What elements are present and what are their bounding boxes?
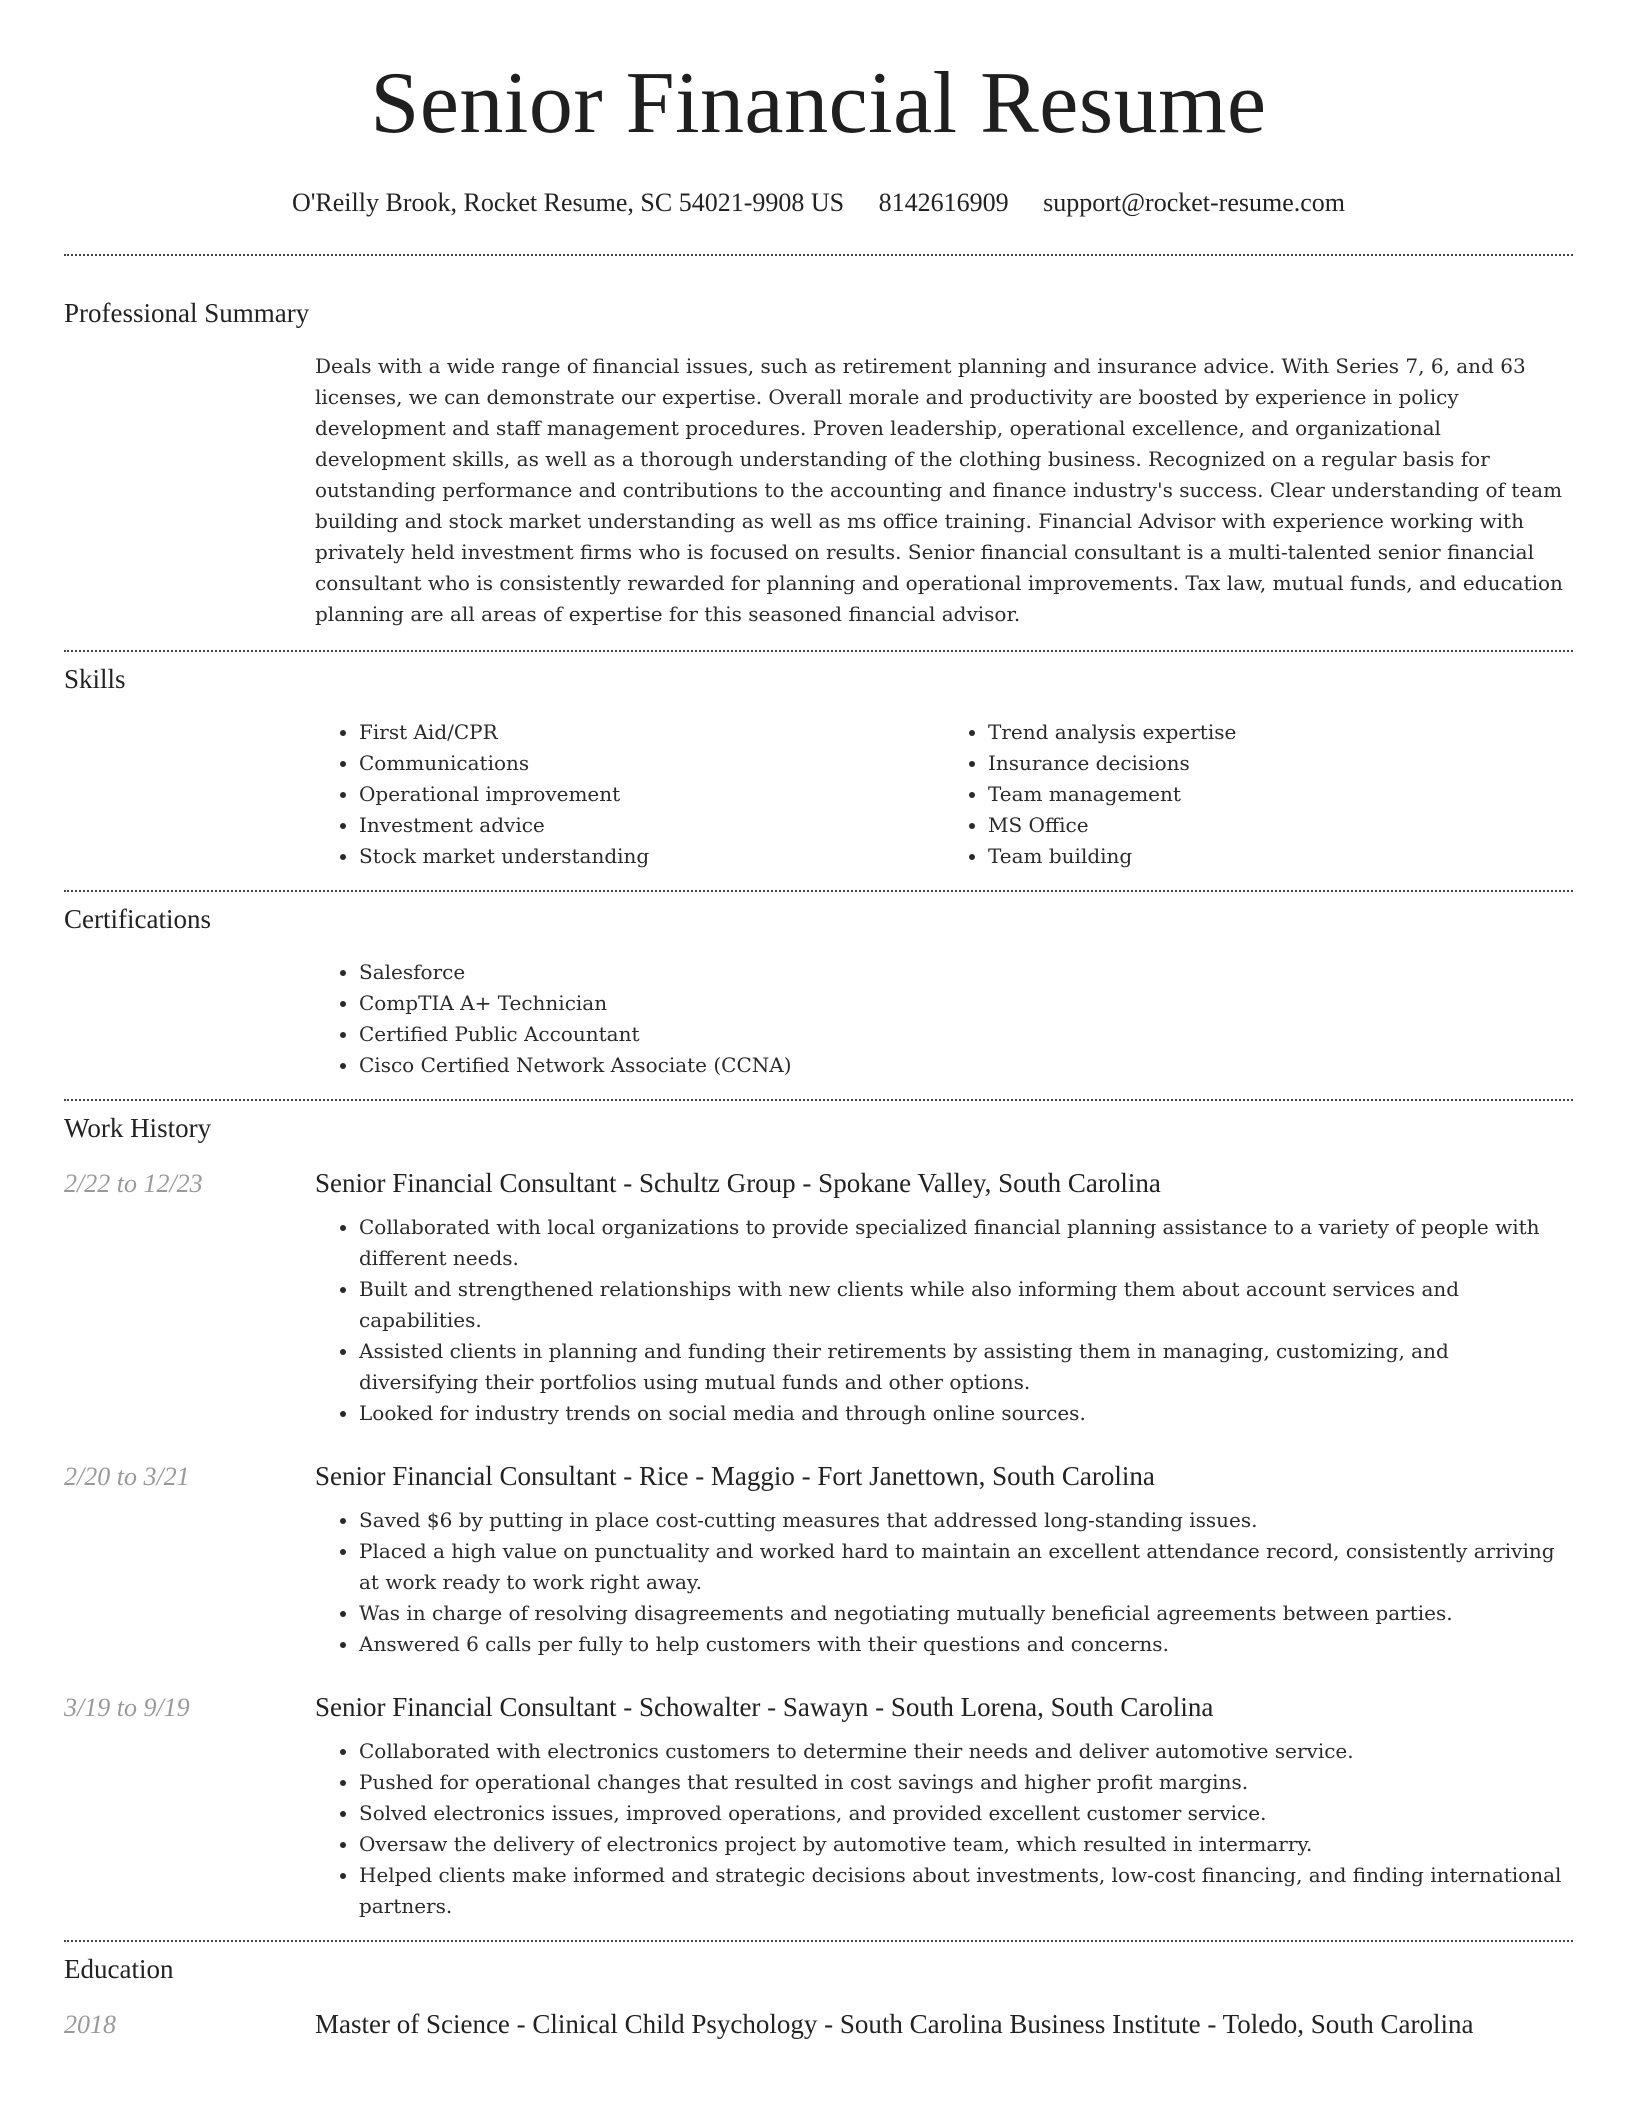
skill-item: • Investment advice (359, 810, 944, 841)
work-bullet: • Placed a high value on punctuality and worked hard to maintain an excellent attendance record, consistently arriving at work ready to work right away. (359, 1536, 1573, 1598)
skills-column-left (315, 717, 944, 872)
contact-email[interactable]: support@rocket-resume.com (1043, 188, 1346, 217)
divider (64, 1940, 1573, 1942)
resume-name: Senior Financial Resume (370, 55, 1267, 152)
work-date: 2/20 to 3/21 (64, 1462, 190, 1491)
work-bullet: • Collaborated with electronics customers to determine their needs and deliver automotive service. (359, 1736, 1573, 1767)
divider (64, 650, 1573, 652)
certification-item: • Cisco Certified Network Associate (CCNA) (359, 1050, 1573, 1081)
work-title: Senior Financial Consultant - Schultz Group - Spokane Valley, South Carolina (315, 1168, 1161, 1198)
skill-item: • Operational improvement (359, 779, 944, 810)
skill-item: • Insurance decisions (988, 748, 1573, 779)
work-entry (64, 1690, 1573, 1922)
skill-item: • Team management (988, 779, 1573, 810)
work-bullet: • Oversaw the delivery of electronics project by automotive team, which resulted in intermarry. (359, 1829, 1573, 1860)
skill-item: • First Aid/CPR (359, 717, 944, 748)
skills-list (315, 717, 1573, 872)
work-bullet: • Built and strengthened relationships with new clients while also informing them about account services and capabilities. (359, 1274, 1573, 1336)
divider (64, 1099, 1573, 1101)
summary-text: Deals with a wide range of financial issues, such as retirement planning and insurance advice. With Series 7, 6, and 63 licenses, we can demonstrate our expertise. Overall morale and productivity are boosted by experience in policy development and staff management procedures. Proven leadership, operational excellence, and organizational development skills, as well as a thorough understanding of the clothing business. Recognized on a regular basis for outstanding performance and contributions to the accounting and finance industry's success. Clear understanding of team building and stock market understanding as well as ms office training. Financial Advisor with experience working with privately held investment firms who is focused on results. Senior financial consultant is a multi-talented senior financial consultant who is consistently rewarded for planning and operational improvements. Tax law, mutual funds, and education planning are all areas of expertise for this seasoned financial advisor. (315, 354, 1563, 626)
divider (64, 890, 1573, 892)
skill-item: • MS Office (988, 810, 1573, 841)
contact-address: O'Reilly Brook, Rocket Resume, SC 54021-9908 US (291, 188, 845, 217)
certifications-list (315, 957, 1573, 1081)
skill-item: • Team building (988, 841, 1573, 872)
work-bullet: • Pushed for operational changes that resulted in cost savings and higher profit margins. (359, 1767, 1573, 1798)
work-date: 3/19 to 9/19 (64, 1693, 190, 1722)
education-entry (64, 2007, 1573, 2041)
work-title: Senior Financial Consultant - Schowalter - Sawayn - South Lorena, South Carolina (315, 1692, 1214, 1722)
skills-heading: Skills (64, 664, 126, 694)
work-bullet: • Solved electronics issues, improved operations, and provided excellent customer service. (359, 1798, 1573, 1829)
certification-item: • Salesforce (359, 957, 1573, 988)
work-heading: Work History (64, 1113, 212, 1143)
work-bullet: • Answered 6 calls per fully to help customers with their questions and concerns. (359, 1629, 1573, 1660)
skills-column-right (944, 717, 1573, 872)
work-bullet: • Helped clients make informed and strategic decisions about investments, low-cost financing, and finding international partners. (359, 1860, 1573, 1922)
certification-item: • Certified Public Accountant (359, 1019, 1573, 1050)
education-date: 2018 (64, 2010, 116, 2039)
work-date: 2/22 to 12/23 (64, 1169, 203, 1198)
contact-line (64, 188, 1573, 218)
summary-heading: Professional Summary (64, 298, 310, 328)
contact-phone: 8142616909 (878, 188, 1009, 217)
divider (64, 254, 1573, 256)
work-bullet: • Looked for industry trends on social media and through online sources. (359, 1398, 1573, 1429)
work-bullet: • Collaborated with local organizations to provide specialized financial planning assistance to a variety of people with different needs. (359, 1212, 1573, 1274)
skill-item: • Stock market understanding (359, 841, 944, 872)
work-entry (64, 1166, 1573, 1429)
certifications-heading: Certifications (64, 904, 211, 934)
work-bullet: • Assisted clients in planning and funding their retirements by assisting them in managing, customizing, and diversifying their portfolios using mutual funds and other options. (359, 1336, 1573, 1398)
education-title: Master of Science - Clinical Child Psychology - South Carolina Business Institute - Toledo, South Carolina (315, 2009, 1474, 2039)
work-title: Senior Financial Consultant - Rice - Maggio - Fort Janettown, South Carolina (315, 1461, 1155, 1491)
work-bullet: • Saved $6 by putting in place cost-cutting measures that addressed long-standing issues. (359, 1505, 1573, 1536)
work-bullet: • Was in charge of resolving disagreements and negotiating mutually beneficial agreements between parties. (359, 1598, 1573, 1629)
work-entry (64, 1459, 1573, 1660)
skill-item: • Communications (359, 748, 944, 779)
resume-page (64, 0, 1573, 2041)
education-heading: Education (64, 1954, 174, 1984)
skill-item: • Trend analysis expertise (988, 717, 1573, 748)
certification-item: • CompTIA A+ Technician (359, 988, 1573, 1019)
